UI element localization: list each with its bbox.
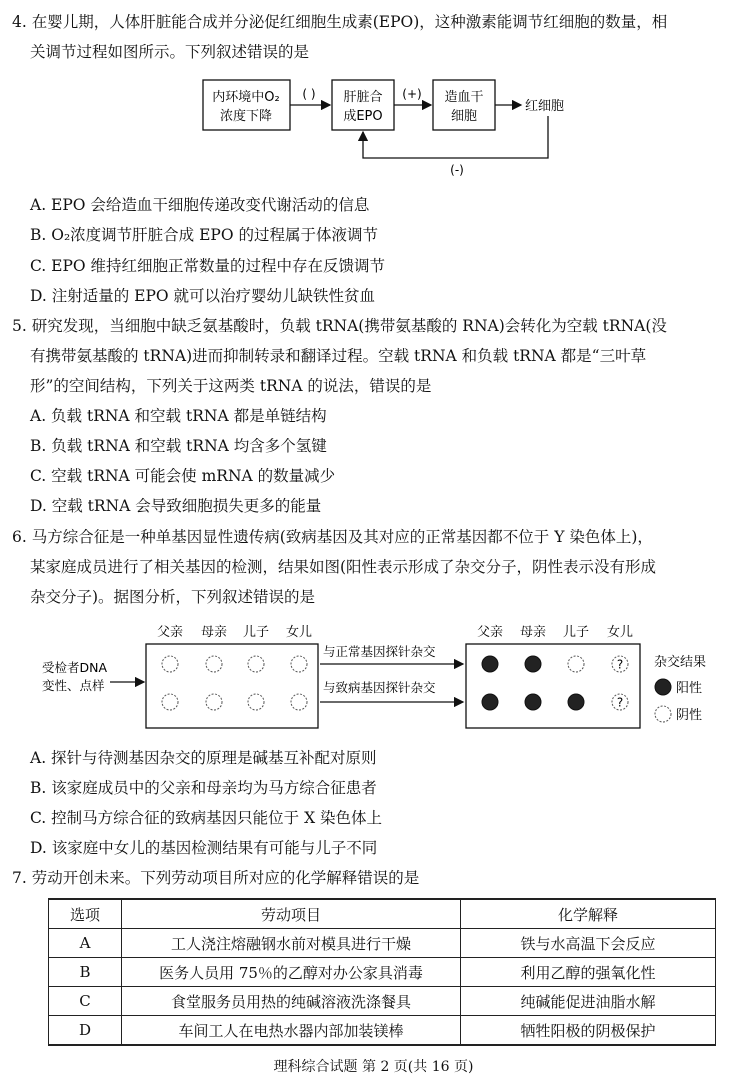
table-cell: A <box>49 929 122 958</box>
q6-left-member-father: 父亲 <box>156 625 184 640</box>
page-footer: 理科综合试题 第 2 页(共 16 页) <box>273 1059 474 1075</box>
table-cell: 医务人员用 75％的乙醇对办公家具消毒 <box>122 958 461 987</box>
q6-legend-positive: 阳性 <box>676 681 703 696</box>
q5-option-d[interactable]: D. 空载 tRNA 会导致细胞损失更多的能量 <box>30 497 322 515</box>
q4-stem-line1: 4. 在婴儿期，人体肝脏能合成并分泌促红细胞生成素(EPO)，这种激素能调节红细胞的数量，相 <box>12 13 668 31</box>
q6-result-disease-dot <box>482 694 498 710</box>
table-header-option: 选项 <box>49 899 122 929</box>
q6-option-b[interactable]: B. 该家庭成员中的父亲和母亲均为马方综合征患者 <box>30 779 377 797</box>
q6-option-a[interactable]: A. 探针与待测基因杂交的原理是碱基互补配对原则 <box>30 749 377 767</box>
q6-result-normal-dot <box>482 656 498 672</box>
q4-box-oxygen-l2: 浓度下降 <box>219 109 273 124</box>
q4-output-rbc: 红细胞 <box>525 99 565 114</box>
table-cell: 纯碱能促进油脂水解 <box>461 987 716 1016</box>
q4-option-b[interactable]: B. O₂浓度调节肝脏合成 EPO 的过程属于体液调节 <box>30 226 378 244</box>
q6-probe-normal-label: 与正常基因探针杂交 <box>323 644 436 659</box>
table-row <box>49 929 716 958</box>
q6-sample-dot <box>162 656 178 672</box>
q5-stem-line1: 5. 研究发现，当细胞中缺乏氨基酸时，负载 tRNA(携带氨基酸的 RNA)会转化为空载 tRNA(没 <box>12 317 667 335</box>
table-cell: D <box>49 1016 122 1046</box>
q6-stem-line3: 杂交分子)。据图分析，下列叙述错误的是 <box>30 588 316 606</box>
table-cell: B <box>49 958 122 987</box>
q4-feedback-label: (-) <box>450 163 464 177</box>
q6-right-member-daughter: 女儿 <box>606 625 634 640</box>
q6-diagram <box>40 620 730 735</box>
q6-legend-title: 杂交结果 <box>654 655 707 670</box>
q4-arrow1-label: ( ) <box>302 87 316 101</box>
q4-arrow2-label: (+) <box>402 87 422 101</box>
q4-stem-line2: 关调节过程如图所示。下列叙述错误的是 <box>30 43 310 61</box>
q5-option-b[interactable]: B. 负载 tRNA 和空载 tRNA 均含多个氢键 <box>30 437 327 455</box>
q6-legend-negative: 阴性 <box>676 708 703 723</box>
q5-option-a[interactable]: A. 负载 tRNA 和空载 tRNA 都是单链结构 <box>30 407 327 425</box>
q6-right-member-father: 父亲 <box>476 625 504 640</box>
table-cell: 牺牲阳极的阴极保护 <box>461 1016 716 1046</box>
q6-left-member-son: 儿子 <box>242 625 270 640</box>
q6-sample-dot <box>291 656 307 672</box>
q5-option-c[interactable]: C. 空载 tRNA 可能会使 mRNA 的数量减少 <box>30 467 336 485</box>
q6-input-label-l2: 变性、点样 <box>42 678 105 693</box>
q6-option-d[interactable]: D. 该家庭中女儿的基因检测结果有可能与儿子不同 <box>30 839 378 857</box>
table-header-row <box>49 899 716 929</box>
q6-result-disease-dot <box>525 694 541 710</box>
q7-table <box>48 898 716 1046</box>
q6-probe-disease-label: 与致病基因探针杂交 <box>323 680 436 695</box>
table-cell: C <box>49 987 122 1016</box>
q6-right-member-mother: 母亲 <box>519 625 547 640</box>
q6-legend-positive-dot <box>655 679 671 695</box>
q6-input-label-l1: 受检者DNA <box>42 660 108 675</box>
q6-result-normal-dot <box>568 656 584 672</box>
q7-stem-line1: 7. 劳动开创未来。下列劳动项目所对应的化学解释错误的是 <box>12 869 420 887</box>
q6-sample-dot <box>248 656 264 672</box>
q6-left-member-mother: 母亲 <box>200 625 228 640</box>
q5-stem-line2: 有携带氨基酸的 tRNA)进而抑制转录和翻译过程。空载 tRNA 和负载 tRNA 都是“三叶草 <box>30 347 647 365</box>
q6-sample-dot <box>206 694 222 710</box>
table-cell: 铁与水高温下会反应 <box>461 929 716 958</box>
q4-diagram <box>195 78 585 178</box>
q6-sample-dot <box>206 656 222 672</box>
q6-sample-dot <box>162 694 178 710</box>
q6-result-normal-dot <box>525 656 541 672</box>
q6-sample-dot <box>248 694 264 710</box>
q4-option-c[interactable]: C. EPO 维持红细胞正常数量的过程中存在反馈调节 <box>30 257 386 275</box>
q6-option-c[interactable]: C. 控制马方综合征的致病基因只能位于 X 染色体上 <box>30 809 383 827</box>
q4-box-stemcell-l2: 细胞 <box>450 109 478 124</box>
q6-left-member-daughter: 女儿 <box>285 625 313 640</box>
q6-stem-line2: 某家庭成员进行了相关基因的检测，结果如图(阳性表示形成了杂交分子，阴性表示没有形成 <box>30 558 657 576</box>
table-header-chemistry: 化学解释 <box>461 899 716 929</box>
q4-box-oxygen-l1: 内环境中O₂ <box>212 90 280 105</box>
q5-stem-line3: 形”的空间结构，下列关于这两类 tRNA 的说法，错误的是 <box>30 377 432 395</box>
q4-option-a[interactable]: A. EPO 会给造血干细胞传递改变代谢活动的信息 <box>30 196 370 214</box>
q4-box-liver-l1: 肝脏合 <box>343 90 383 105</box>
q6-result-disease-dot <box>568 694 584 710</box>
q4-box-liver-l2: 成EPO <box>343 109 383 124</box>
q4-box-stemcell-l1: 造血干 <box>444 90 484 105</box>
q6-stem-line1: 6. 马方综合征是一种单基因显性遗传病(致病基因及其对应的正常基因都不位于 Y 染色体上)， <box>12 528 653 546</box>
q6-right-member-son: 儿子 <box>562 625 590 640</box>
table-cell: 车间工人在电热水器内部加装镁棒 <box>122 1016 461 1046</box>
q6-legend-negative-dot <box>655 706 671 722</box>
table-cell: 工人浇注熔融钢水前对模具进行干燥 <box>122 929 461 958</box>
q6-sample-dot <box>291 694 307 710</box>
table-cell: 利用乙醇的强氧化性 <box>461 958 716 987</box>
q6-result-normal-dot-mark: ? <box>616 657 624 672</box>
table-header-labor: 劳动项目 <box>122 899 461 929</box>
table-cell: 食堂服务员用热的纯碱溶液洗涤餐具 <box>122 987 461 1016</box>
table-row <box>49 987 716 1016</box>
table-row <box>49 1016 716 1046</box>
table-row <box>49 958 716 987</box>
q6-result-disease-dot-mark: ? <box>616 695 624 710</box>
q4-option-d[interactable]: D. 注射适量的 EPO 就可以治疗婴幼儿缺铁性贫血 <box>30 287 376 305</box>
